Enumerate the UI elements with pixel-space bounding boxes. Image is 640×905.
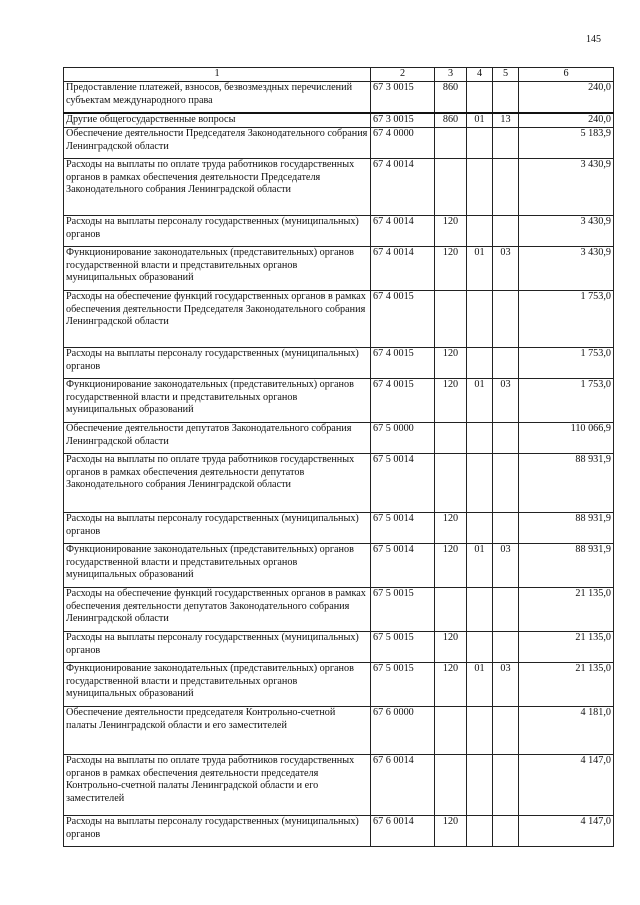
row-expense-type: 120 [435,348,467,379]
row-description: Расходы на выплаты персоналу государственных (муниципальных) органов [64,632,371,663]
row-description: Другие общегосударственные вопросы [64,113,371,128]
row-subsection [493,216,519,247]
row-subsection [493,423,519,454]
table-row [64,247,614,291]
row-expense-type: 120 [435,247,467,291]
row-subsection: 03 [493,247,519,291]
row-subsection [493,816,519,847]
row-section [467,348,493,379]
row-target-code: 67 4 0014 [371,216,435,247]
row-target-code: 67 4 0015 [371,348,435,379]
row-target-code: 67 5 0015 [371,588,435,632]
row-target-code: 67 5 0014 [371,454,435,513]
row-amount: 88 931,9 [519,544,614,588]
row-subsection: 13 [493,113,519,128]
row-section [467,128,493,159]
row-section [467,588,493,632]
row-target-code: 67 6 0014 [371,816,435,847]
row-target-code: 67 3 0015 [371,82,435,114]
row-subsection [493,632,519,663]
row-expense-type: 120 [435,663,467,707]
row-subsection: 03 [493,379,519,423]
header-cell: 5 [493,68,519,82]
row-amount: 1 753,0 [519,348,614,379]
header-cell: 1 [64,68,371,82]
row-description: Функционирование законодательных (представительных) органов государственной власти и представительных органов муниципальных образований [64,379,371,423]
row-expense-type [435,291,467,348]
row-target-code: 67 4 0015 [371,291,435,348]
row-expense-type: 860 [435,82,467,114]
row-subsection [493,755,519,816]
row-amount: 5 183,9 [519,128,614,159]
table-row [64,755,614,816]
row-amount: 21 135,0 [519,663,614,707]
row-description: Расходы на выплаты персоналу государственных (муниципальных) органов [64,513,371,544]
table-row [64,379,614,423]
row-expense-type [435,755,467,816]
row-amount: 4 147,0 [519,816,614,847]
row-subsection [493,291,519,348]
row-expense-type: 860 [435,113,467,128]
row-expense-type: 120 [435,544,467,588]
row-subsection: 03 [493,663,519,707]
row-section [467,159,493,216]
row-target-code: 67 5 0015 [371,632,435,663]
row-description: Обеспечение деятельности председателя Контрольно-счетной палаты Ленинградской области и его заместителей [64,707,371,755]
row-section [467,291,493,348]
row-amount: 240,0 [519,113,614,128]
row-expense-type: 120 [435,632,467,663]
row-target-code: 67 4 0014 [371,159,435,216]
page-number: 145 [586,34,601,45]
row-description: Расходы на выплаты по оплате труда работников государственных органов в рамках обеспечения деятельности председателя Контрольно-счетной палаты Ленинградской области и его заместителей [64,755,371,816]
table-row [64,454,614,513]
row-expense-type [435,454,467,513]
row-section [467,755,493,816]
row-section [467,816,493,847]
table-body [64,82,614,847]
row-amount: 1 753,0 [519,379,614,423]
row-section: 01 [467,247,493,291]
table-row [64,113,614,128]
row-description: Функционирование законодательных (представительных) органов государственной власти и представительных органов муниципальных образований [64,247,371,291]
row-description: Расходы на выплаты персоналу государственных (муниципальных) органов [64,816,371,847]
row-description: Функционирование законодательных (представительных) органов государственной власти и представительных органов муниципальных образований [64,663,371,707]
row-target-code: 67 6 0000 [371,707,435,755]
row-target-code: 67 6 0014 [371,755,435,816]
table-row [64,423,614,454]
row-section: 01 [467,663,493,707]
row-description: Функционирование законодательных (представительных) органов государственной власти и представительных органов муниципальных образований [64,544,371,588]
row-expense-type: 120 [435,379,467,423]
header-cell: 3 [435,68,467,82]
row-section [467,82,493,114]
row-amount: 3 430,9 [519,247,614,291]
row-description: Расходы на обеспечение функций государственных органов в рамках обеспечения деятельности Председателя Законодательного собрания Ленинградской области [64,291,371,348]
row-section: 01 [467,544,493,588]
row-amount: 4 147,0 [519,755,614,816]
row-amount: 88 931,9 [519,454,614,513]
header-cell: 2 [371,68,435,82]
row-subsection [493,128,519,159]
table-row [64,663,614,707]
row-subsection [493,159,519,216]
row-amount: 3 430,9 [519,216,614,247]
row-expense-type: 120 [435,816,467,847]
table-row [64,128,614,159]
row-expense-type [435,128,467,159]
table-row [64,82,614,114]
row-subsection [493,454,519,513]
table-row [64,632,614,663]
table-row [64,816,614,847]
row-target-code: 67 5 0000 [371,423,435,454]
row-subsection [493,348,519,379]
row-target-code: 67 4 0015 [371,379,435,423]
row-target-code: 67 4 0014 [371,247,435,291]
row-target-code: 67 5 0014 [371,544,435,588]
row-amount: 4 181,0 [519,707,614,755]
row-target-code: 67 5 0014 [371,513,435,544]
table-row [64,216,614,247]
row-description: Расходы на выплаты персоналу государственных (муниципальных) органов [64,348,371,379]
row-expense-type [435,707,467,755]
row-expense-type [435,423,467,454]
row-subsection [493,707,519,755]
budget-table [63,67,614,847]
row-amount: 88 931,9 [519,513,614,544]
row-subsection [493,588,519,632]
row-expense-type [435,159,467,216]
row-description: Обеспечение деятельности Председателя Законодательного собрания Ленинградской области [64,128,371,159]
row-amount: 21 135,0 [519,588,614,632]
row-target-code: 67 3 0015 [371,113,435,128]
row-expense-type: 120 [435,216,467,247]
row-description: Предоставление платежей, взносов, безвозмездных перечислений субъектам международного права [64,82,371,114]
table-row [64,513,614,544]
row-expense-type: 120 [435,513,467,544]
row-description: Обеспечение деятельности депутатов Законодательного собрания Ленинградской области [64,423,371,454]
table-row [64,348,614,379]
row-target-code: 67 5 0015 [371,663,435,707]
row-expense-type [435,588,467,632]
row-description: Расходы на выплаты по оплате труда работников государственных органов в рамках обеспечения деятельности Председателя Законодательного собрания Ленинградской области [64,159,371,216]
table-row [64,159,614,216]
row-description: Расходы на выплаты по оплате труда работников государственных органов в рамках обеспечения деятельности депутатов Законодательного собрания Ленинградской области [64,454,371,513]
row-amount: 21 135,0 [519,632,614,663]
row-section [467,216,493,247]
row-description: Расходы на обеспечение функций государственных органов в рамках обеспечения деятельности депутатов Законодательного собрания Ленинградской области [64,588,371,632]
row-amount: 1 753,0 [519,291,614,348]
table-row [64,588,614,632]
row-amount: 3 430,9 [519,159,614,216]
row-section [467,632,493,663]
row-section: 01 [467,113,493,128]
header-cell: 4 [467,68,493,82]
row-amount: 240,0 [519,82,614,114]
table-header-row [64,68,614,82]
row-subsection [493,513,519,544]
row-description: Расходы на выплаты персоналу государственных (муниципальных) органов [64,216,371,247]
row-subsection [493,82,519,114]
table-row [64,544,614,588]
row-section [467,513,493,544]
table-row [64,707,614,755]
header-cell: 6 [519,68,614,82]
row-section [467,454,493,513]
row-section: 01 [467,379,493,423]
row-section [467,423,493,454]
table-row [64,291,614,348]
row-amount: 110 066,9 [519,423,614,454]
row-section [467,707,493,755]
row-target-code: 67 4 0000 [371,128,435,159]
row-subsection: 03 [493,544,519,588]
